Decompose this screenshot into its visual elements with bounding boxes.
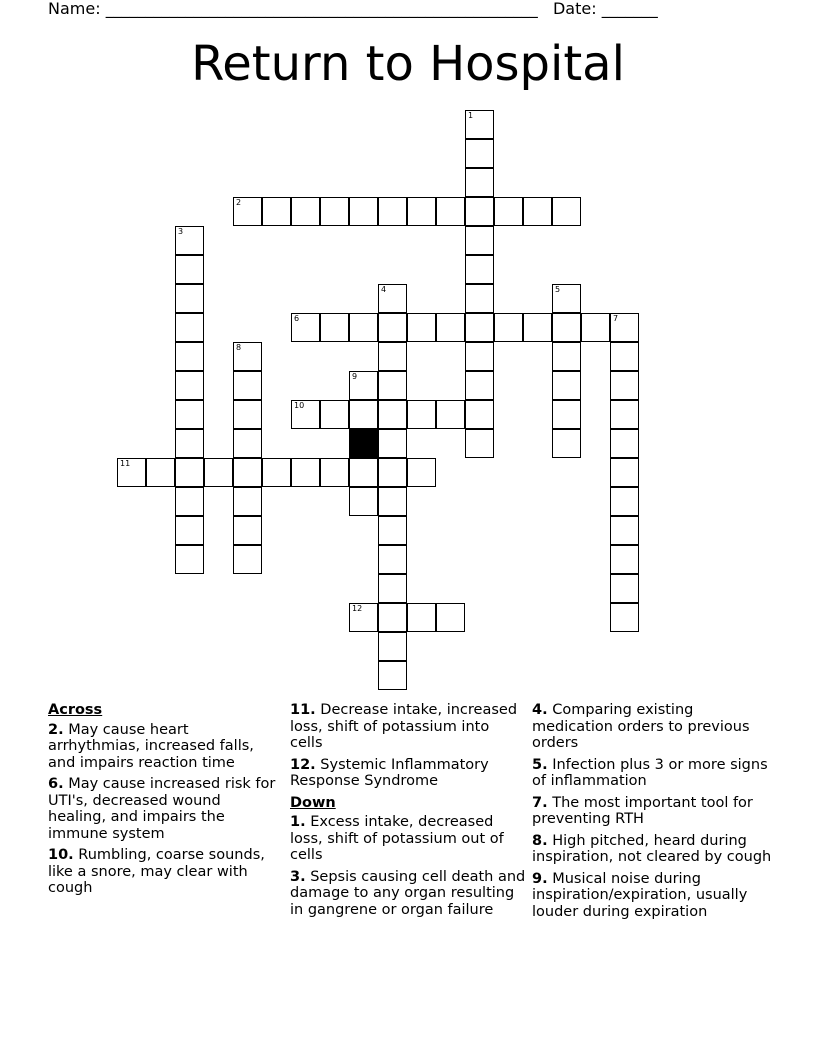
grid-cell[interactable] (204, 458, 233, 487)
grid-cell[interactable] (610, 458, 639, 487)
clue-item (532, 833, 772, 866)
grid-cell[interactable] (175, 429, 204, 458)
clue-item (532, 871, 772, 921)
grid-cell[interactable] (378, 371, 407, 400)
clue-number-label: 9. (532, 870, 548, 887)
clue-number-label: 4. (532, 702, 548, 718)
grid-cell[interactable] (349, 371, 378, 400)
grid-cell[interactable] (552, 400, 581, 429)
clue-number: 11 (120, 459, 131, 468)
grid-cell[interactable] (378, 632, 407, 661)
clue-text: Decrease intake, increased loss, shift of potassium into cells (290, 702, 518, 751)
clue-number: 3 (178, 227, 184, 236)
grid-cell[interactable] (610, 574, 639, 603)
name-blank[interactable]: ______________________________________________________ (105, 0, 538, 18)
across-clues-list-cont (290, 702, 526, 790)
grid-cell[interactable] (175, 371, 204, 400)
across-heading: Across (48, 702, 103, 718)
grid-cell[interactable] (523, 313, 552, 342)
grid-cell[interactable] (320, 197, 349, 226)
grid-cell[interactable] (378, 487, 407, 516)
grid-cell[interactable] (291, 313, 320, 342)
grid-cell[interactable] (146, 458, 175, 487)
grid-cell[interactable] (552, 313, 581, 342)
clue-text: Comparing existing medication orders to previous orders (532, 702, 750, 751)
date-label: Date: (552, 0, 597, 18)
page-title: Return to Hospital (191, 36, 625, 92)
grid-cell[interactable] (175, 255, 204, 284)
grid-cell[interactable] (175, 458, 204, 487)
clue-number: 1 (468, 111, 474, 120)
grid-cell[interactable] (175, 284, 204, 313)
across-clues-list (48, 722, 276, 897)
clue-number-label: 5. (532, 756, 548, 773)
grid-cell[interactable] (523, 197, 552, 226)
grid-cell[interactable] (378, 429, 407, 458)
clue-column-1 (48, 700, 276, 902)
grid-cell[interactable] (610, 400, 639, 429)
grid-cell[interactable] (465, 342, 494, 371)
clue-item (290, 814, 526, 864)
grid-cell[interactable] (494, 313, 523, 342)
grid-cell[interactable] (291, 400, 320, 429)
clue-column-2 (290, 700, 526, 923)
clue-number-label: 7. (532, 794, 548, 811)
grid-cell[interactable] (465, 139, 494, 168)
clue-number: 10 (294, 401, 305, 410)
clue-item (290, 757, 526, 790)
clue-text: May cause increased risk for UTI's, decreased wound healing, and impairs the immune system (48, 776, 276, 842)
grid-cell[interactable] (552, 197, 581, 226)
grid-cell[interactable] (465, 168, 494, 197)
clue-item (48, 847, 276, 897)
grid-cell[interactable] (610, 429, 639, 458)
clue-number-label: 3. (290, 868, 306, 885)
grid-cell[interactable] (494, 197, 523, 226)
clue-text: Infection plus 3 or more signs of inflammation (532, 756, 768, 789)
clue-item (290, 702, 526, 752)
grid-cell[interactable] (610, 545, 639, 574)
grid-cell[interactable] (378, 603, 407, 632)
grid-cell[interactable] (465, 313, 494, 342)
clue-number: 5 (555, 285, 561, 294)
grid-cell[interactable] (436, 603, 465, 632)
clue-item (48, 776, 276, 842)
grid-cell[interactable] (233, 342, 262, 371)
clue-number-label: 11. (290, 702, 316, 718)
grid-cell[interactable] (552, 429, 581, 458)
grid-cell[interactable] (233, 429, 262, 458)
grid-cell[interactable] (349, 400, 378, 429)
grid-cell[interactable] (465, 284, 494, 313)
grid-cell[interactable] (581, 313, 610, 342)
grid-cell[interactable] (465, 255, 494, 284)
grid-cell[interactable] (175, 516, 204, 545)
clue-text: Systemic Inflammatory Response Syndrome (290, 756, 489, 789)
grid-cell[interactable] (349, 487, 378, 516)
grid-cell[interactable] (175, 487, 204, 516)
grid-cell[interactable] (610, 487, 639, 516)
grid-cell[interactable] (175, 400, 204, 429)
grid-cell[interactable] (465, 400, 494, 429)
grid-cell[interactable] (291, 458, 320, 487)
grid-cell[interactable] (378, 313, 407, 342)
clue-item (532, 795, 772, 828)
black-cell (349, 429, 378, 458)
grid-cell[interactable] (436, 197, 465, 226)
grid-cell[interactable] (233, 458, 262, 487)
grid-cell[interactable] (291, 197, 320, 226)
grid-cell[interactable] (262, 458, 291, 487)
clue-text: High pitched, heard during inspiration, not cleared by cough (532, 832, 772, 865)
grid-cell[interactable] (465, 371, 494, 400)
clue-number: 8 (236, 343, 242, 352)
grid-cell[interactable] (175, 313, 204, 342)
clue-number: 7 (613, 314, 619, 323)
clue-number-label: 12. (290, 756, 316, 773)
clue-column-3 (532, 700, 772, 925)
clue-number-label: 2. (48, 721, 64, 738)
grid-cell[interactable] (233, 371, 262, 400)
grid-cell[interactable] (407, 400, 436, 429)
grid-cell[interactable] (407, 197, 436, 226)
grid-cell[interactable] (233, 197, 262, 226)
grid-cell[interactable] (465, 110, 494, 139)
grid-cell[interactable] (407, 603, 436, 632)
grid-cell[interactable] (378, 661, 407, 690)
grid-cell[interactable] (378, 400, 407, 429)
grid-cell[interactable] (610, 313, 639, 342)
clue-number-label: 6. (48, 776, 64, 792)
date-blank[interactable]: _______ (601, 0, 658, 18)
grid-cell[interactable] (378, 197, 407, 226)
clue-item (532, 757, 772, 790)
name-label: Name: (48, 0, 101, 18)
grid-cell[interactable] (378, 284, 407, 313)
clue-number: 12 (352, 604, 363, 613)
clue-text: May cause heart arrhythmias, increased falls, and impairs reaction time (48, 721, 254, 771)
clue-item (48, 722, 276, 772)
grid-cell[interactable] (320, 458, 349, 487)
grid-cell[interactable] (233, 487, 262, 516)
grid-cell[interactable] (436, 400, 465, 429)
grid-cell[interactable] (175, 226, 204, 255)
grid-cell[interactable] (378, 574, 407, 603)
grid-cell[interactable] (610, 342, 639, 371)
grid-cell[interactable] (552, 371, 581, 400)
grid-cell[interactable] (233, 516, 262, 545)
down-clues-list-cont (532, 702, 772, 920)
grid-cell[interactable] (552, 284, 581, 313)
clue-text: The most important tool for preventing RTH (532, 794, 753, 827)
grid-cell[interactable] (436, 313, 465, 342)
grid-cell[interactable] (378, 545, 407, 574)
down-heading: Down (290, 794, 336, 811)
grid-cell[interactable] (465, 197, 494, 226)
grid-cell[interactable] (552, 342, 581, 371)
grid-cell[interactable] (610, 603, 639, 632)
clue-number: 2 (236, 198, 242, 207)
grid-cell[interactable] (320, 400, 349, 429)
grid-cell[interactable] (175, 342, 204, 371)
grid-cell[interactable] (349, 313, 378, 342)
grid-cell[interactable] (465, 429, 494, 458)
grid-cell[interactable] (378, 458, 407, 487)
grid-cell[interactable] (378, 342, 407, 371)
grid-cell[interactable] (117, 458, 146, 487)
grid-cell[interactable] (349, 458, 378, 487)
clue-text: Rumbling, coarse sounds, like a snore, may clear with cough (48, 847, 265, 896)
clue-number: 4 (381, 285, 387, 294)
grid-cell[interactable] (262, 197, 291, 226)
grid-cell[interactable] (610, 371, 639, 400)
clue-number-label: 1. (290, 814, 306, 830)
grid-cell[interactable] (233, 545, 262, 574)
grid-cell[interactable] (407, 313, 436, 342)
grid-cell[interactable] (378, 516, 407, 545)
clue-number: 9 (352, 372, 358, 381)
grid-cell[interactable] (349, 197, 378, 226)
grid-cell[interactable] (233, 400, 262, 429)
clue-text: Musical noise during inspiration/expiration, usually louder during expiration (532, 870, 748, 920)
clue-item (290, 869, 526, 919)
clue-item (532, 702, 772, 752)
grid-cell[interactable] (175, 545, 204, 574)
grid-cell[interactable] (610, 516, 639, 545)
clue-number-label: 8. (532, 832, 548, 849)
grid-cell[interactable] (320, 313, 349, 342)
clue-text: Sepsis causing cell death and damage to any organ resulting in gangrene or organ failure (290, 868, 526, 918)
clue-text: Excess intake, decreased loss, shift of potassium out of cells (290, 814, 504, 863)
grid-cell[interactable] (407, 458, 436, 487)
grid-cell[interactable] (465, 226, 494, 255)
grid-cell[interactable] (349, 603, 378, 632)
down-clues-list (290, 814, 526, 918)
clue-number: 6 (294, 314, 300, 323)
clue-number-label: 10. (48, 847, 74, 863)
